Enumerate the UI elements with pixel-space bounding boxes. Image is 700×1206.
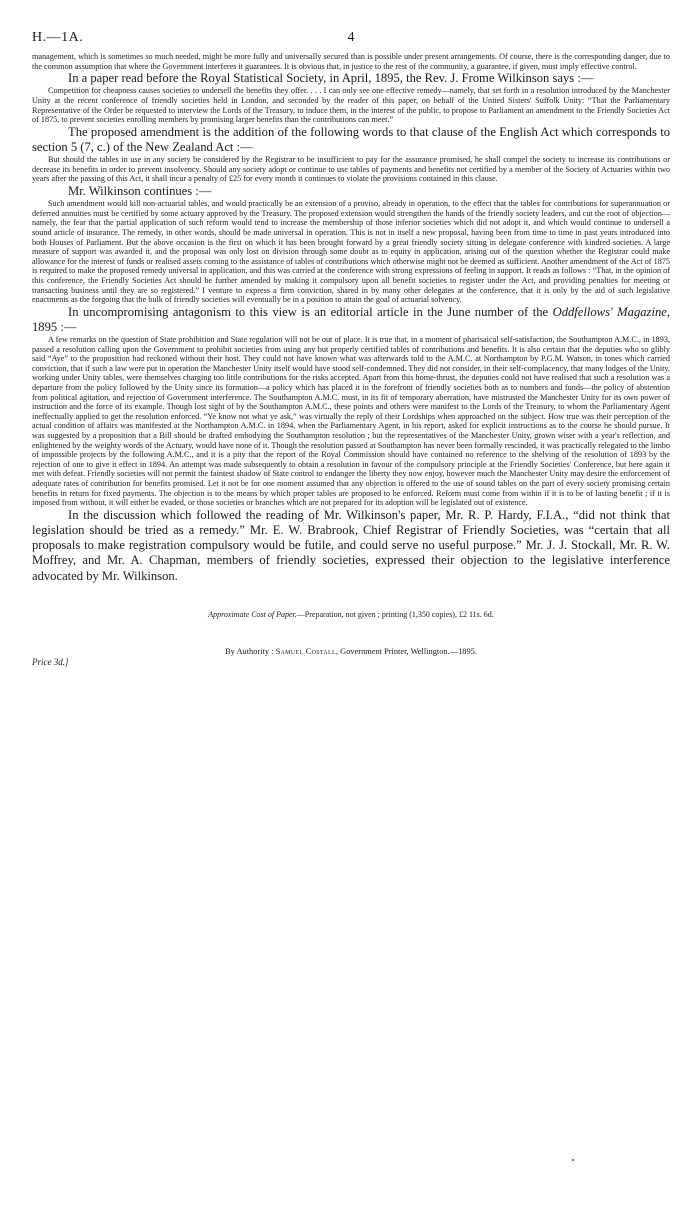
cost-text: —Preparation, not given ; printing (1,350 copies), £2 11s. 6d. bbox=[296, 609, 494, 619]
paragraph-management: management, which is sometimes so much needed, might be more fully and universally secured than is possible under present arrangements. Of course, there is the corresponding danger, due to the common assumption that where the Government interferes it guarantees. It is obvious that, in justice to the rest of the community, a guarantee, if given, must imply effective control. bbox=[32, 52, 670, 71]
printer-authority bbox=[32, 647, 670, 656]
paragraph-discussion: In the discussion which followed the reading of Mr. Wilkinson's paper, Mr. R. P. Hardy, F.I.A., “did not think that legislation should be tried as a remedy.” Mr. E. W. Brabrook, Chief Registrar of Friendly Societies, was “certain that all proposals to make registration compulsory would be futile, and could serve no useful purpose.” Mr. J. J. Stockall, Mr. R. W. Moffrey, and Mr. A. Chapman, members of friendly societies, expressed their objection to the legislative interference advocated by Mr. Wilkinson. bbox=[32, 507, 670, 583]
antagonism-text: In uncompromising antagonism to this view is an editorial article in the June number of the bbox=[68, 304, 553, 319]
page-header bbox=[32, 0, 670, 52]
paragraph-antagonism bbox=[32, 305, 670, 335]
quote-editorial: A few remarks on the question of State prohibition and State regulation will not be out of place. It is true that, in a moment of pharisaical self-satisfaction, the Southampton A.M.C., in 1893, passed a resolution calling upon the Government to prohibit societies from using any but properly certified tables of contributions and benefits. It is also certain that the deputies who so glibly said “Aye” to the proposition had reckoned without their host. They could not have known what was afterwards told to the A.M.C. at Northampton by P.G.M. Watson, in tones which carried conviction, that if such a law were put in operation the Manchester Unity itself would have stood self-condemned. They did not consider, in their self-complacency, that many lodges of the Unity, working under Unity tables, were themselves charging too little contributions for the risks accepted. Apart from this home-thrust, the deputies could not have realised that such a resolution was a departure from the policy followed by the Unity since its formation—a policy which has placed it in the forefront of friendly societies both as to numbers and funds—the policy of abstention from political agitation, and rejection of Government interference. The Southampton A.M.C. must, in its fit of temporary aberration, have mistrusted the Manchester Unity for its own power of instruction and the force of its example. Though lost sight of by the Southampton A.M.C., these points and others were manifest to the Lords of the Treasury, to whom the Parliamentary Agent ineffectually applied to get the resolution enforced. “Ye know not what ye ask,” was virtually the reply of their Lordships when approached on the subject. How true was their perception of the actual condition of affairs was manifested at the Northampton A.M.C. in 1894, when the Parliamentary Agent, in his report, asked for explicit instructions as to the course he should pursue. It was suggested by a proposition that a Bill should be drafted embodying the Southampton resolution ; but the representatives of the Manchester Unity, grown wiser with a year's reflection, and enlightened by the weighty words of the Actuary, would have none of it. Though the resolution passed at Southampton has never been formally rescinded, it was practically relegated to the limbo of impossible projects by the following A.M.C., and it is a pity that the report of the Royal Commission should have contained no reference to the shelving of the resolution of 1893 by the rejection of one to give it effect in 1894. An attempt was made subsequently to obtain a resolution in favour of the compulsory principle at the Friendly Societies' Conference, but here again it met with defeat. Friendly societies will not permit the faintest shadow of State control to endanger the liberty they now enjoy, however much the Manchester Unity may desire the enforcement of adequate rates of contribution for benefits promised. Let it not be for one moment assumed that any objection is offered to the use of sound tables on the part of every society promising certain benefits in return for fixed payments. The objection is to the means by which proper tables are proposed to be enforced. Reform must come from within if it is to be of lasting benefit ; if it is imposed from without, it will either be evaded, or those societies or branches which are not prepared for its adoption will be legislated out of existence. bbox=[32, 335, 670, 508]
quote-amendment-text: But should the tables in use in any society be considered by the Registrar to be insufficient to pay for the assurance promised, he shall compel the society to increase its contributions or decrease its benefits in order to prevent insolvency. Should any society adopt or continue to use tables of payments and benefits not certified by a member of the Society of Actuaries within two years after the passing of this Act, it shall incur a penalty of £25 for every month it continues to violate the provisions contained in this clause. bbox=[32, 155, 670, 184]
paragraph-wilkinson-intro: In a paper read before the Royal Statistical Society, in April, 1895, the Rev. J. Frome Wilkinson says :— bbox=[68, 71, 594, 86]
quote-competition: Competition for cheapness causes societies to undersell the benefits they offer. . . . I can only see one effective remedy—namely, that set forth in a resolution introduced by the Manchester Unity at the recent conference of friendly societies held in London, and seconded by the reader of this paper, on behalf of the United Sisters' Suffolk Unity: “That the Parliamentary Representative of the Order be requested to interview the Lords of the Treasury, to induce them, in the interest of the public, to propose to Parliament an amendment to the Friendly Societies Act of 1875, to prevent societies enrolling members by promising larger benefits than the contributions can meet.” bbox=[32, 86, 670, 125]
price-label: Price 3d.] bbox=[32, 656, 69, 667]
paragraph-wilkinson-continues: Mr. Wilkinson continues :— bbox=[68, 183, 212, 198]
quote-such-amendment: Such amendment would kill non-actuarial tables, and would practically be an extension of a proviso, already in operation, to the effect that the tables for contributions for superannuation or deferred annuities must be certified by some actuary approved by the Treasury. The proposed extension would strengthen the hands of the friendly society leaders, and cut the root of objection—namely, the fear that the partial application of such reform would tend to increase the membership of those inferior societies which did not adopt it, and which would continue to undersell a sound article of insurance. The remedy, in other words, should be made universal in operation. This is not in itself a new proposal, having been from time to time in past years introduced into both Houses of Parliament. But the above occasion is the first on which it has been brought forward by a great friendly society sitting in delegate conference with kindred societies. A large measure of support was awarded it, and the proposal was only lost on division through some doubt as to equity in application, arising out of the question whether the Registrar could make allowance for the interest of funds or realised assets coming to the assistance of tables of contributions which otherwise might not be deemed as sufficient. Another amendment of the Act of 1875 is required to make the proposed remedy universal in application, and this was carried at the conference with strong expressions of feeling in support. It reads as follows : “That, in the opinion of this conference, the Friendly Societies Act should be further amended by making it compulsory upon all benefit societies to register under the Act, and providing penalties for meeting or transacting business until they are so registered.” I venture to express a firm conviction, shared in by many other delegates at the conference, that it is only by the aid of such legislative enactments as the forgoing that the bulk of friendly societies will eventually be in a position to attain the goal of actuarial solvency. bbox=[32, 199, 670, 305]
paragraph-proposed-amendment: The proposed amendment is the addition of the following words to that clause of the English Act which corresponds to section 5 (7, c.) of the New Zealand Act :— bbox=[32, 124, 670, 154]
page-number: 4 bbox=[347, 30, 355, 45]
antagonism-date: , 1895 :— bbox=[32, 304, 670, 334]
cost-label: Approximate Cost of Paper. bbox=[208, 609, 297, 619]
printer-name: Samuel Costall bbox=[275, 646, 336, 656]
cost-of-paper bbox=[32, 610, 670, 619]
authority-suffix: , Government Printer, Wellington.—1895. bbox=[335, 646, 477, 656]
page-speck bbox=[572, 1159, 574, 1161]
magazine-title: Oddfellows' Magazine bbox=[552, 304, 667, 319]
authority-prefix: By Authority : bbox=[225, 646, 276, 656]
page-footer bbox=[32, 643, 670, 683]
document-reference: H.—1A. bbox=[32, 30, 84, 45]
